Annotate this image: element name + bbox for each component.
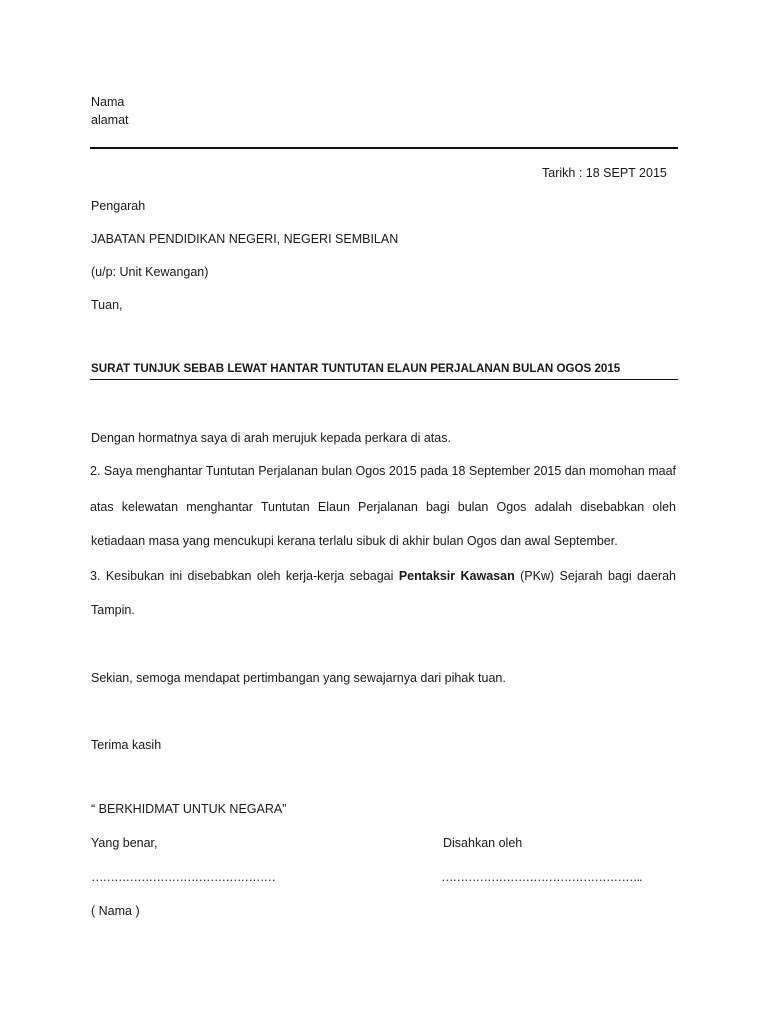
paragraph-3-text-start: 3. Kesibukan ini disebabkan oleh kerja-kerja sebagai [90, 569, 394, 583]
thanks: Terima kasih [91, 738, 162, 752]
header-divider [90, 147, 678, 149]
paragraph-2-line-3: ketiadaan masa yang mencukupi kerana terlalu sibuk di akhir bulan Ogos dan awal September. [91, 534, 618, 548]
motto: “ BERKHIDMAT UNTUK NEGARA” [91, 802, 287, 816]
signoff-left-label: Yang benar, [91, 836, 158, 850]
paragraph-2-line-1: 2. Saya menghantar Tuntutan Perjalanan bulan Ogos 2015 pada 18 September 2015 dan momohan maaf [90, 464, 676, 478]
letter-subject: SURAT TUNJUK SEBAB LEWAT HANTAR TUNTUTAN ELAUN PERJALANAN BULAN OGOS 2015 [91, 362, 621, 375]
recipient-attention: (u/p: Unit Kewangan) [91, 265, 209, 279]
subject-underline [90, 379, 678, 380]
letter-date: Tarikh : 18 SEPT 2015 [542, 166, 667, 180]
closing-sentence: Sekian, semoga mendapat pertimbangan yang sewajarnya dari pihak tuan. [91, 671, 506, 685]
sender-address: alamat [91, 113, 129, 127]
sender-name: Nama [91, 95, 125, 109]
signoff-right-label: Disahkan oleh [443, 836, 523, 850]
signature-line-right: …………………………………………….. [441, 870, 642, 884]
salutation: Tuan, [91, 298, 123, 312]
recipient-title: Pengarah [91, 199, 146, 213]
paragraph-3-line-1 [90, 568, 676, 584]
paragraph-3-line-2: Tampin. [91, 603, 135, 617]
paragraph-3-bold-role: Pentaksir Kawasan [398, 569, 515, 583]
signature-line-left: ………………………………………… [91, 870, 275, 884]
paragraph-3-text-end: (PKw) Sejarah bagi daerah [520, 569, 676, 583]
recipient-department: JABATAN PENDIDIKAN NEGERI, NEGERI SEMBILAN [91, 232, 399, 246]
body-intro: Dengan hormatnya saya di arah merujuk kepada perkara di atas. [91, 431, 451, 445]
paragraph-2-line-2: atas kelewatan menghantar Tuntutan Elaun Perjalanan bagi bulan Ogos adalah disebabkan oleh [90, 500, 676, 514]
signatory-name-placeholder: ( Nama ) [91, 904, 140, 918]
